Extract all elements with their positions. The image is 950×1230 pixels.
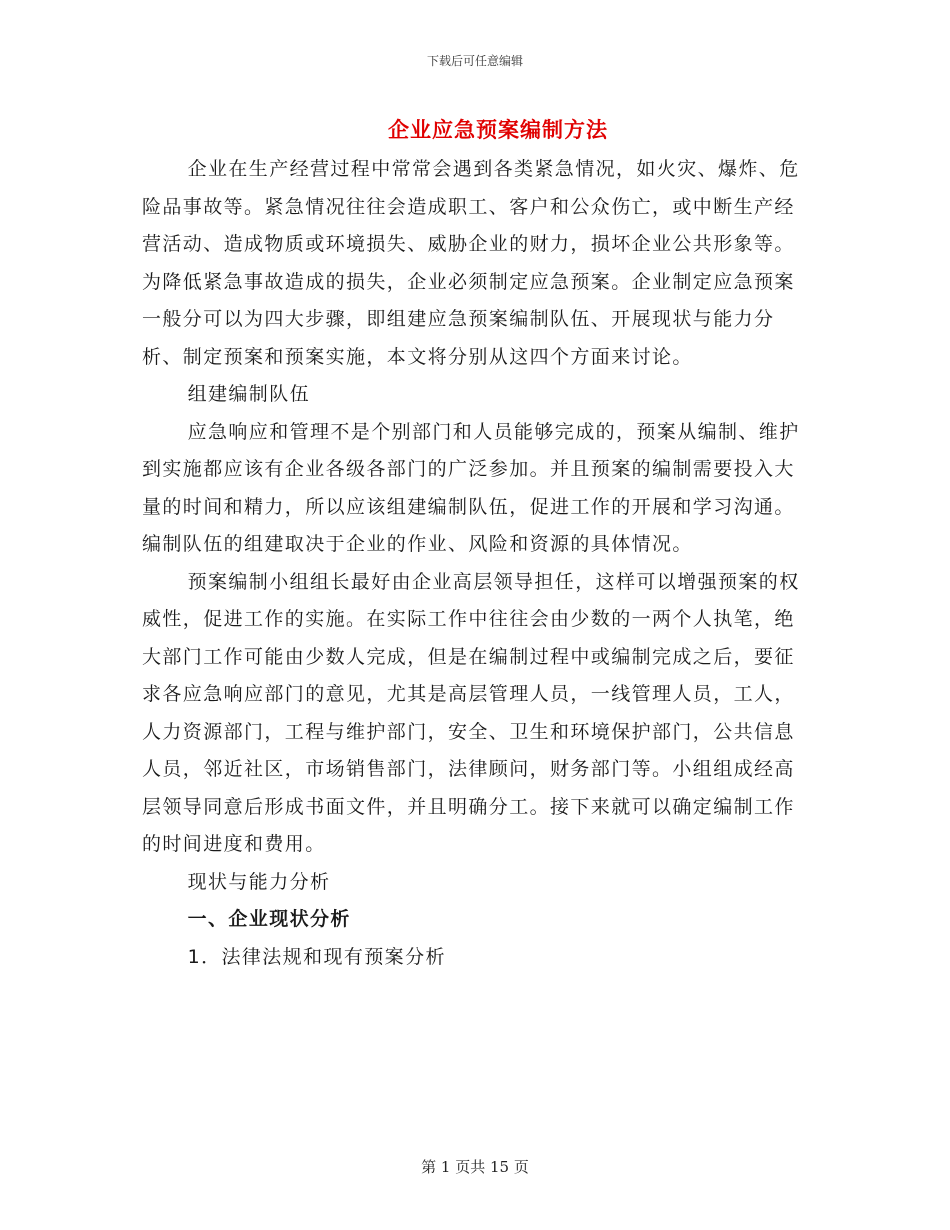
intro-paragraph: 企业在生产经营过程中常常会遇到各类紧急情况，如火灾、爆炸、危险品事故等。紧急情况往往会造成职工、客户和公众伤亡，或中断生产经营活动、造成物质或环境损失、威胁企业的财力，损坏企业公共形象等。为降低紧急事故造成的损失，企业必须制定应急预案。企业制定应急预案一般分可以为四大步骤，即组建应急预案编制队伍、开展现状与能力分析、制定预案和预案实施，本文将分别从这四个方面来讨论。 xyxy=(142,158,800,368)
document-body xyxy=(142,151,808,976)
page-number: 第 1 页共 15 页 xyxy=(421,1158,529,1176)
page-header: 下载后可任意编辑 xyxy=(426,54,523,68)
team-paragraph-2: 预案编制小组组长最好由企业高层领导担任，这样可以增强预案的权威性，促进工作的实施。在实际工作中往往会由少数的一两个人执笔，绝大部门工作可能由少数人完成，但是在编制过程中或编制完成之后，要征求各应急响应部门的意见，尤其是高层管理人员，一线管理人员，工人，人力资源部门，工程与维护部门，安全、卫生和环境保护部门，公共信息人员，邻近社区，市场销售部门，法律顾问，财务部门等。小组组成经高层领导同意后形成书面文件，并且明确分工。接下来就可以确定编制工作的时间进度和费用。 xyxy=(142,570,800,855)
subsection-heading-laws: 1．法律法规和现有预案分析 xyxy=(187,945,446,968)
team-paragraph-1: 应急响应和管理不是个别部门和人员能够完成的，预案从编制、维护到实施都应该有企业各级各部门的广泛参加。并且预案的编制需要投入大量的时间和精力，所以应该组建编制队伍，促进工作的开展和学习沟通。编制队伍的组建取决于企业的作业、风险和资源的具体情况。 xyxy=(142,420,800,555)
document-title: 企业应急预案编制方法 xyxy=(388,118,608,142)
section-heading-analysis: 现状与能力分析 xyxy=(187,870,331,893)
section-heading-team: 组建编制队伍 xyxy=(187,383,310,405)
subsection-heading-status: 一、企业现状分析 xyxy=(187,908,351,930)
